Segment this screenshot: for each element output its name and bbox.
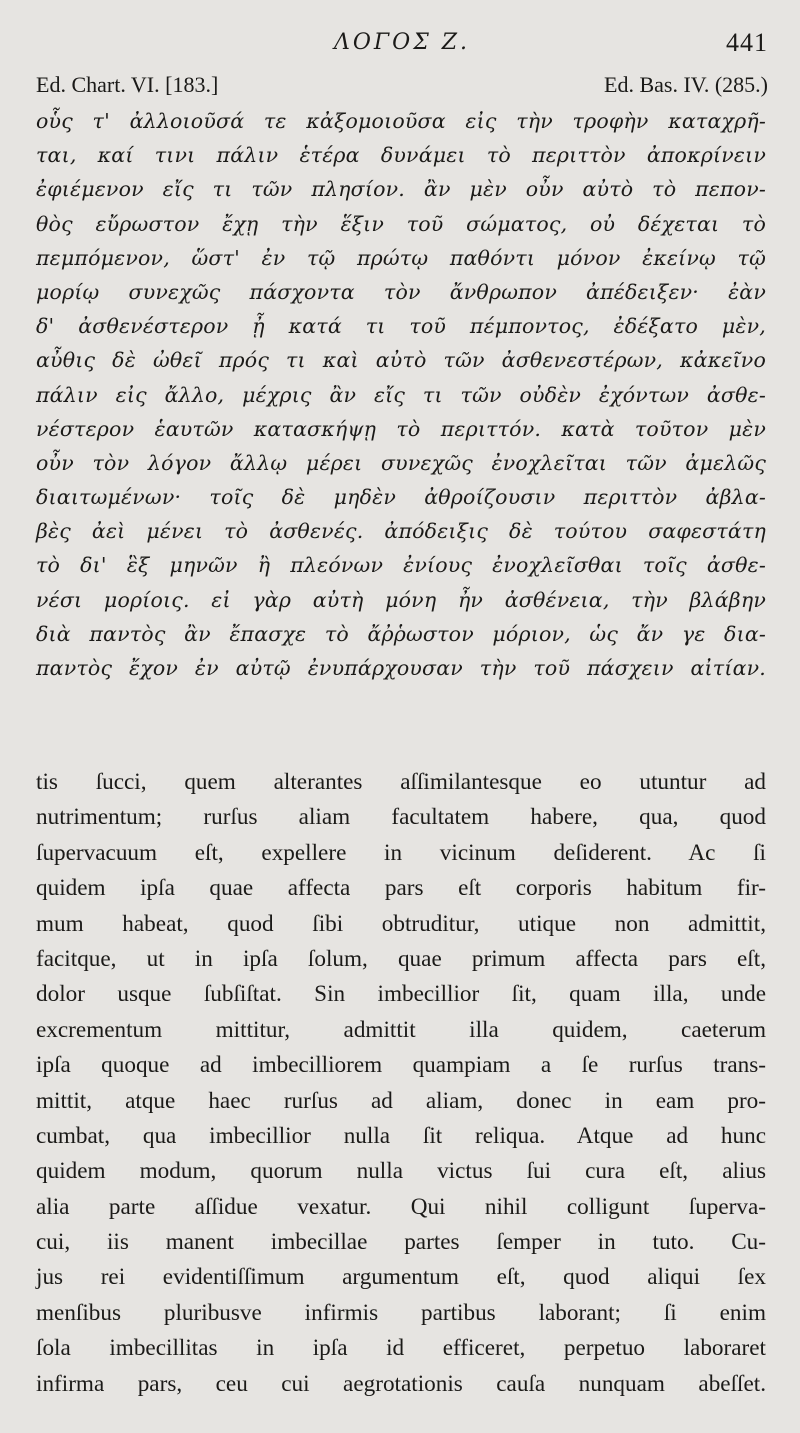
greek-line: μορίῳ συνεχῶς πάσχοντα τὸν ἄνθρωπον ἀπέδειξεν· ἐὰν <box>36 279 766 304</box>
greek-line: διὰ παντὸς ἂν ἔπασχε τὸ ἄῤῥωστον μόριον, ὡς ἄν γε δια- <box>36 621 766 646</box>
greek-line: ται, καί τινι πάλιν ἑτέρα δυνάμει τὸ περιττὸν ἀποκρίνειν <box>36 143 766 168</box>
greek-line: τὸ δι' ἓξ μηνῶν ἢ πλεόνων ἐνίους ἐνοχλεῖσθαι τοῖς ἀσθε- <box>36 553 766 578</box>
latin-line: dolor usque ſubſiſtat. Sin imbecillior ſit, quam illa, unde <box>36 981 766 1008</box>
page-number: 441 <box>726 28 768 57</box>
greek-line: βὲς ἀεὶ μένει τὸ ἀσθενές. ἀπόδειξις δὲ τούτου σαφεστάτη <box>36 519 766 544</box>
latin-line: alia parte aſſidue vexatur. Qui nihil colligunt ſuperva- <box>36 1193 766 1220</box>
latin-line: tis ſucci, quem alterantes aſſimilantesque eo utuntur ad <box>36 769 766 795</box>
edition-reference-chartier: Ed. Chart. VI. [183.] <box>36 72 219 97</box>
greek-line: πεμπόμενον, ὥστ' ἐν τῷ πρώτῳ παθόντι μόνον ἐκείνῳ τῷ <box>36 245 766 270</box>
latin-line: nutrimentum; rurſus aliam facultatem habere, qua, quod <box>36 804 766 831</box>
greek-line: παντὸς ἔχον ἐν αὐτῷ ἐνυπάρχουσαν τὴν τοῦ πάσχειν αἰτίαν. <box>36 656 766 680</box>
latin-line: ſola imbecillitas in ipſa id efficeret, perpetuo laboraret <box>36 1335 766 1362</box>
running-title: ΛΟΓΟΣ Ζ. <box>333 30 471 55</box>
latin-line: cumbat, qua imbecillior nulla ſit reliqua. Atque ad hunc <box>36 1122 766 1149</box>
latin-line: jus rei evidentiſſimum argumentum eſt, quod aliqui ſex <box>36 1264 766 1291</box>
latin-line: menſibus pluribusve infirmis partibus laborant; ſi enim <box>36 1299 766 1326</box>
greek-line: νέσι μορίοις. εἰ γὰρ αὐτὴ μόνη ἦν ἀσθένεια, τὴν βλάβην <box>36 587 766 612</box>
greek-line: οὗς τ' ἀλλοιοῦσά τε κἀξομοιοῦσα εἰς τὴν τροφὴν καταχρῆ- <box>36 109 766 133</box>
latin-line: mum habeat, quod ſibi obtruditur, utique non admittit, <box>36 910 766 937</box>
latin-line: ſupervacuum eſt, expellere in vicinum deſiderent. Ac ſi <box>36 839 766 866</box>
latin-line: excrementum mittitur, admittit illa quidem, caeterum <box>36 1016 766 1043</box>
greek-line: ἐφιέμενον εἴς τι τῶν πλησίον. ἂν μὲν οὖν αὐτὸ τὸ πεπον- <box>36 177 766 202</box>
greek-line: οὖν τὸν λόγον ἄλλῳ μέρει συνεχῶς ἐνοχλεῖται τῶν ἀμελῶς <box>36 450 766 475</box>
latin-line: ipſa quoque ad imbecilliorem quampiam a ſe rurſus trans- <box>36 1052 766 1079</box>
greek-line: πάλιν εἰς ἄλλο, μέχρις ἂν εἴς τι τῶν οὐδὲν ἐχόντων ἀσθε- <box>36 382 766 407</box>
page-header <box>36 26 768 64</box>
latin-line: quidem modum, quorum nulla victus ſui cura eſt, alius <box>36 1158 766 1185</box>
latin-line: cui, iis manent imbecillae partes ſemper in tuto. Cu- <box>36 1229 766 1256</box>
greek-line: δ' ἀσθενέστερον ᾖ κατά τι τοῦ πέμποντος, ἐδέξατο μὲν, <box>36 314 766 339</box>
latin-line: quidem ipſa quae affecta pars eſt corporis habitum fir- <box>36 875 766 902</box>
greek-text-block <box>36 104 766 685</box>
edition-references <box>36 72 768 102</box>
greek-line: αὖθις δὲ ὠθεῖ πρός τι καὶ αὐτὸ τῶν ἀσθενεστέρων, κἀκεῖνο <box>36 348 766 373</box>
latin-line: infirma pars, ceu cui aegrotationis cauſa nunquam abeſſet. <box>36 1370 766 1397</box>
edition-reference-basel: Ed. Bas. IV. (285.) <box>604 72 768 97</box>
greek-line: νέστερον ἑαυτῶν κατασκήψῃ τὸ περιττόν. κατὰ τοῦτον μὲν <box>36 416 766 441</box>
greek-line: θὸς εὔρωστον ἔχῃ τὴν ἕξιν τοῦ σώματος, οὐ δέχεται τὸ <box>36 211 766 236</box>
latin-line: mittit, atque haec rurſus ad aliam, donec in eam pro- <box>36 1087 766 1114</box>
latin-line: facitque, ut in ipſa ſolum, quae primum affecta pars eſt, <box>36 945 766 972</box>
latin-text-block <box>36 765 766 1402</box>
greek-line: διαιτωμένων· τοῖς δὲ μηδὲν ἀθροίζουσιν περιττὸν ἀβλα- <box>36 485 766 510</box>
